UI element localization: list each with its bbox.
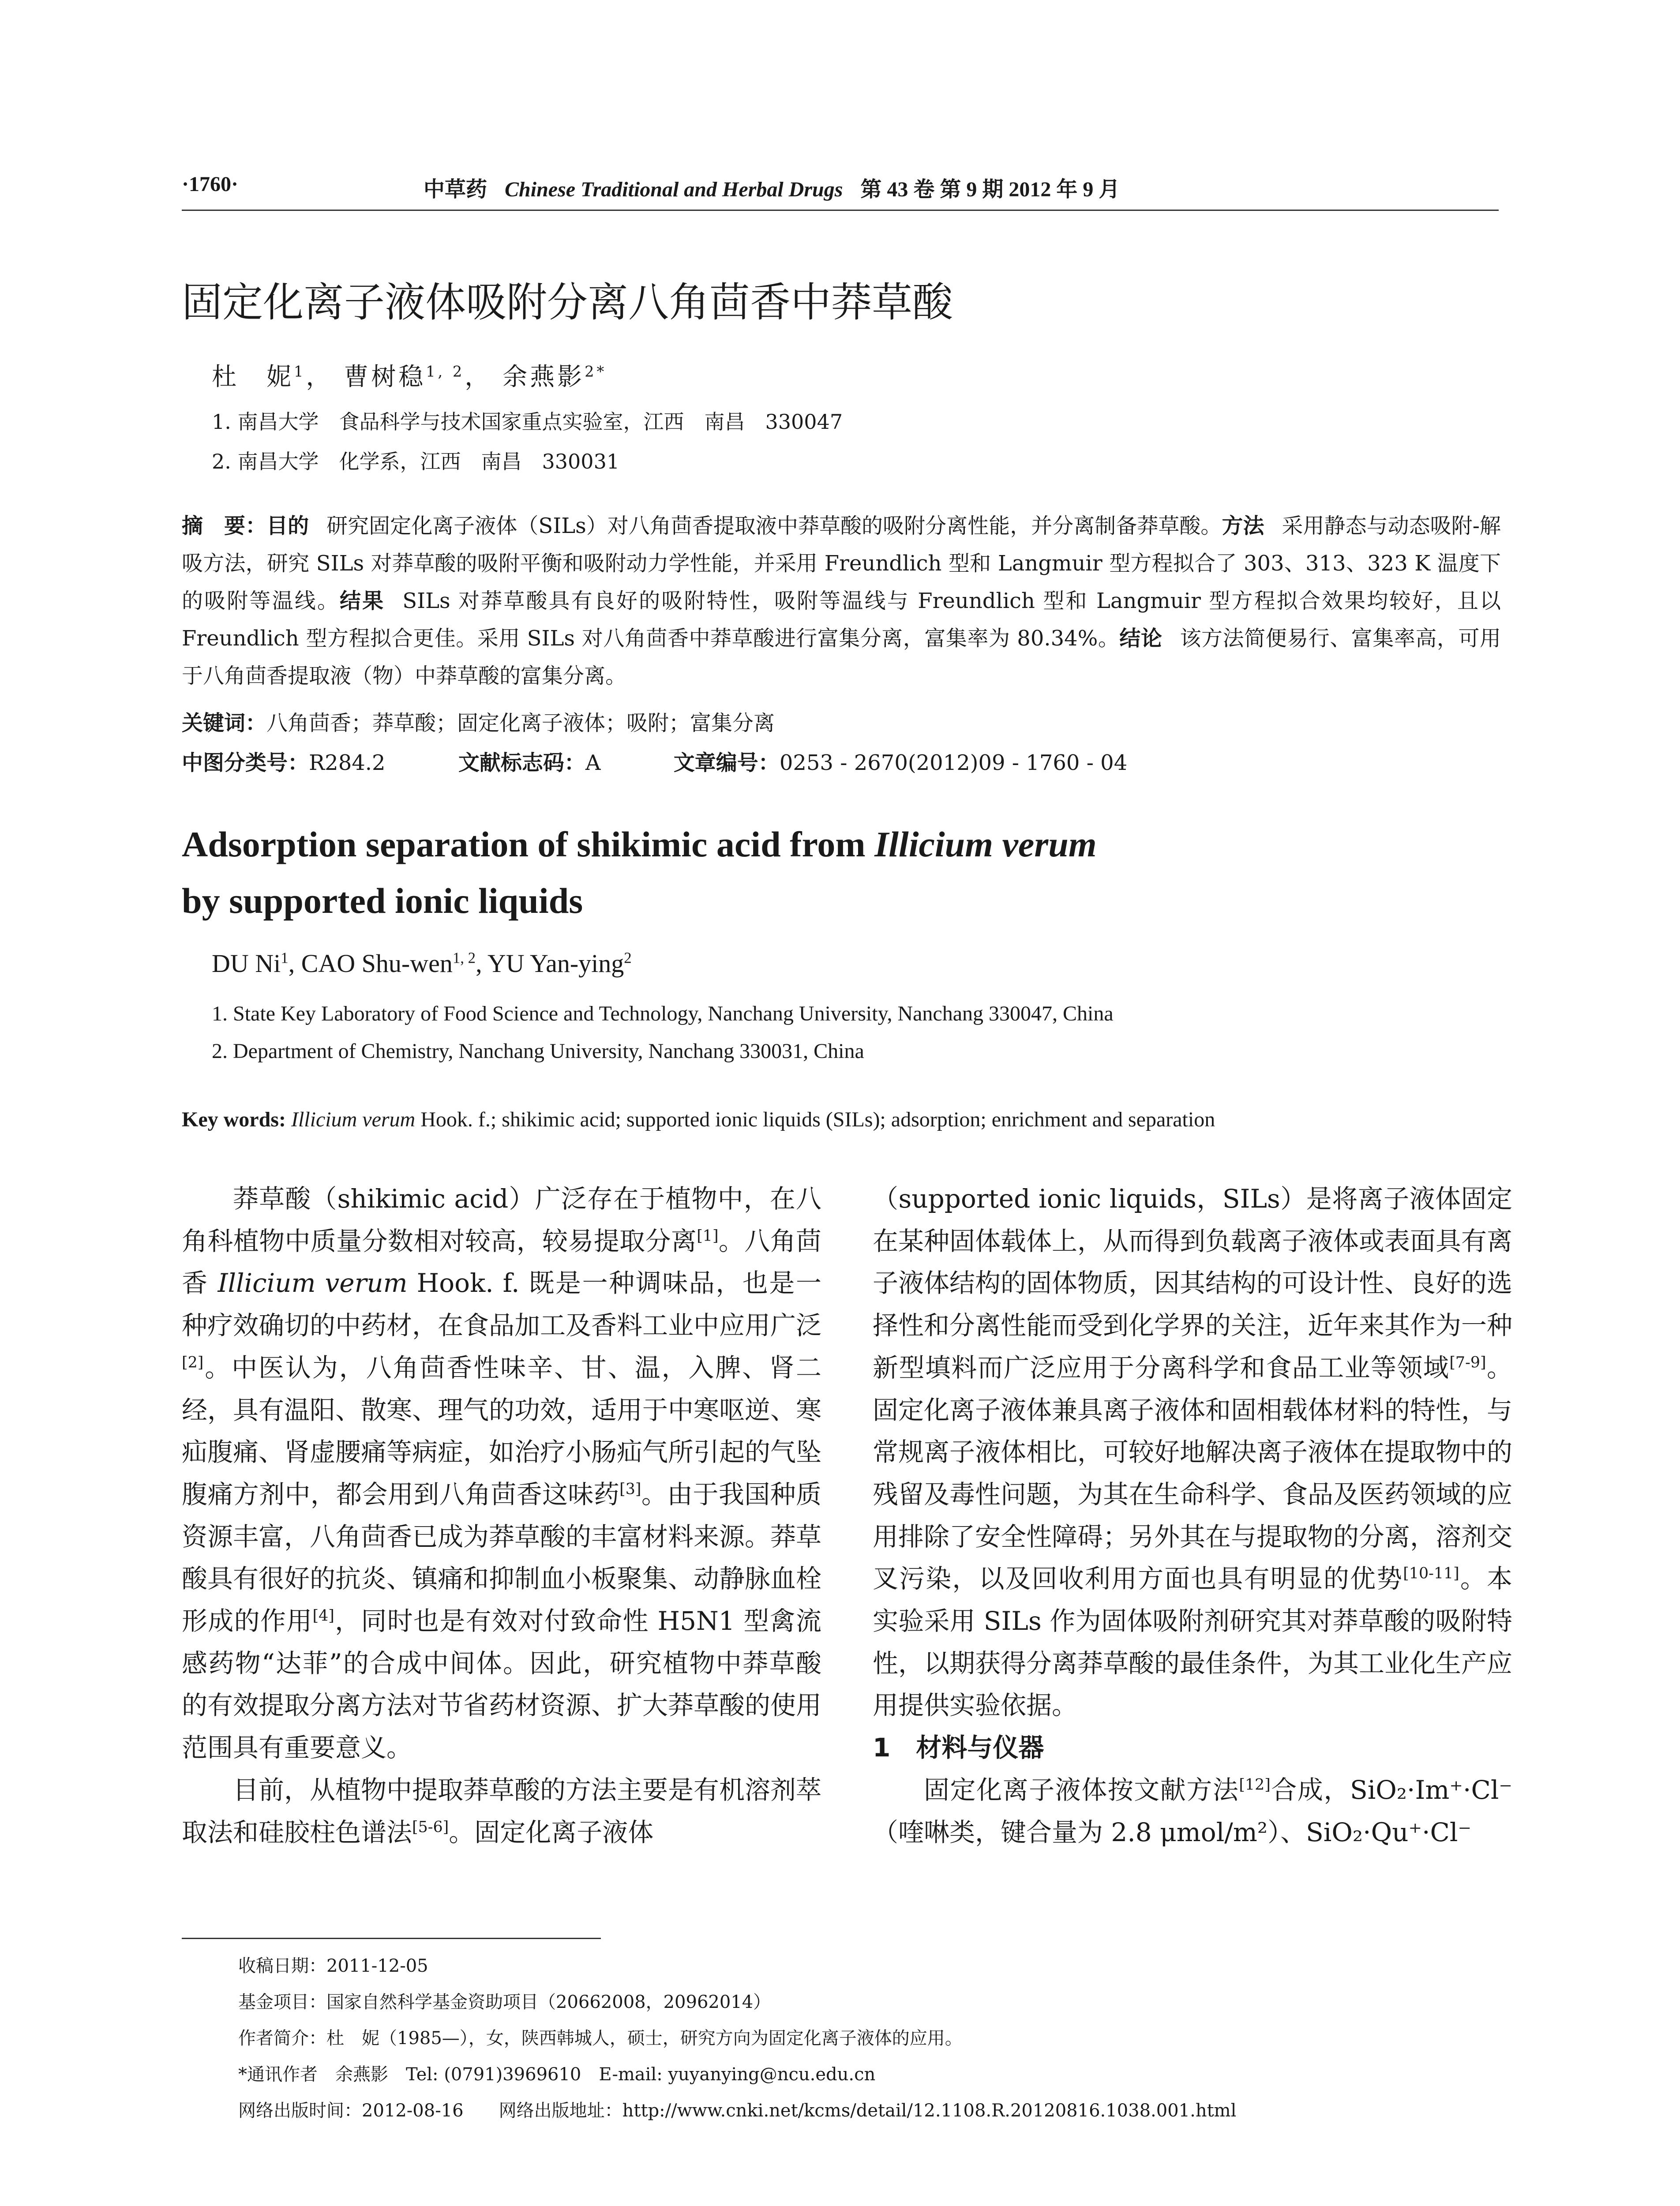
citation: [2] bbox=[182, 1354, 204, 1372]
art-label: 文章编号： bbox=[673, 750, 780, 775]
author-en-1: DU Ni bbox=[212, 949, 281, 978]
journal-name-en: Chinese Traditional and Herbal Drugs bbox=[505, 178, 843, 201]
footnotes bbox=[238, 1948, 1236, 2129]
citation: [5-6] bbox=[412, 1818, 449, 1836]
doc-label: 文献标志码： bbox=[458, 750, 585, 775]
affiliation-en-1: 1. State Key Laboratory of Food Science and Technology, Nanchang University, Nanchang 330047, China bbox=[212, 1002, 1114, 1025]
citation: [10-11] bbox=[1403, 1565, 1459, 1583]
author-cn-3-sup: 2* bbox=[585, 363, 607, 380]
footnote-rule bbox=[182, 1938, 601, 1939]
author-en-2-sup: 1, 2 bbox=[452, 949, 476, 967]
objective-label: 目的 bbox=[266, 514, 309, 538]
authors-cn: 杜 妮$^1$， 曹树稳$^{1, 2}$， 余燕影$^{2*}$ bbox=[212, 363, 607, 391]
method-label: 方法 bbox=[1222, 514, 1264, 538]
footnote-received: 收稿日期：2011-12-05 bbox=[238, 1956, 428, 1976]
body-column-right bbox=[873, 1178, 1512, 1853]
paragraph-methods-background: 目前，从植物中提取莽草酸的方法主要是有机溶剂萃取法和硅胶柱色谱法[5-6]。固定化离子液体 bbox=[182, 1775, 822, 1847]
keywords-en-label: Key words: bbox=[182, 1108, 286, 1131]
affiliation-cn-1: 1. 南昌大学 食品科学与技术国家重点实验室，江西 南昌 330047 bbox=[212, 410, 843, 434]
citation: [7-9] bbox=[1449, 1354, 1486, 1372]
footnote-corresponding: *通讯作者 余燕影 Tel: (0791)3969610 E-mail: yuyanying@ncu.edu.cn bbox=[238, 2064, 876, 2085]
keywords-en-italic: Illicium verum bbox=[291, 1108, 416, 1131]
title-cn: 固定化离子液体吸附分离八角茴香中莽草酸 bbox=[182, 279, 953, 326]
keywords-en bbox=[182, 1107, 1215, 1132]
objective-text: 研究固定化离子液体（SILs）对八角茴香提取液中莽草酸的吸附分离性能，并分离制备莽草酸。 bbox=[326, 514, 1222, 538]
authors-en: DU Ni$^1$, CAO Shu-wen$^{1, 2}$, YU Yan-ying$^2$ bbox=[212, 949, 632, 978]
clc-number bbox=[182, 750, 386, 775]
abstract-label: 摘 要： bbox=[182, 514, 267, 538]
document-code bbox=[458, 750, 601, 775]
method-text: 采用静态与动态吸附-解吸方法，研究 SILs 对莽草酸的吸附平衡和吸附动力学性能，并采用 Freundlich 型和 Langmuir 型方程拟合了 303、313、323 K 温度下的吸附等温线。 bbox=[182, 514, 1501, 613]
journal-header bbox=[424, 172, 1120, 203]
author-cn-2: 曹树稳 bbox=[344, 363, 426, 391]
keywords-cn-label: 关键词： bbox=[182, 711, 267, 735]
author-cn-3: 余燕影 bbox=[502, 363, 585, 391]
classification-line bbox=[182, 746, 1127, 776]
footnote-author-bio: 作者简介：杜 妮（1985—），女，陕西韩城人，硕士，研究方向为固定化离子液体的应用。 bbox=[238, 2028, 963, 2048]
title-en-part2: by supported ionic liquids bbox=[182, 881, 583, 921]
paragraph-sils: （supported ionic liquids，SILs）是将离子液体固定在某种固体载体上，从而得到负载离子液体或表面具有离子液体结构的固体物质，因其结构的可设计性、良好的选择性和分离性能而受到化学界的关注，近年来其作为一种新型填料而广泛应用于分离科学和食品工业等领域[7-9]。固定化离子液体兼具离子液体和固相载体材料的特性，与常规离子液体相比，可较好地解决离子液体在提取物中的残留及毒性问题，为其在生命科学、食品及医药领域的应用排除了安全性障碍；另外其在与提取物的分离，溶剂交叉污染，以及回收利用方面也具有明显的优势[10-11]。本实验采用 SILs 作为固体吸附剂研究其对莽草酸的吸附特性，以期获得分离莽草酸的最佳条件，为其工业化生产应用提供实验依据。 bbox=[873, 1184, 1513, 1721]
footnote-funding: 基金项目：国家自然科学基金资助项目（20662008，20962014） bbox=[238, 1992, 771, 2012]
page-number: ·1760· bbox=[182, 173, 239, 196]
title-en bbox=[182, 816, 1097, 929]
author-cn-1: 杜 妮 bbox=[212, 363, 294, 391]
footnote-online: 网络出版时间：2012-08-16 网络出版地址：http://www.cnki.net/kcms/detail/12.1108.R.20120816.1038.001.html bbox=[238, 2101, 1237, 2121]
keywords-cn bbox=[182, 706, 775, 736]
result-label: 结果 bbox=[340, 589, 385, 613]
paragraph-materials: 固定化离子液体按文献方法[12]合成，SiO₂·Im⁺·Cl⁻（喹啉类，键合量为 2.8 μmol/m²）、SiO₂·Qu⁺·Cl⁻ bbox=[873, 1775, 1512, 1847]
citation: [4] bbox=[312, 1607, 334, 1625]
keywords-cn-text: 八角茴香；莽草酸；固定化离子液体；吸附；富集分离 bbox=[266, 711, 775, 735]
author-en-1-sup: 1 bbox=[281, 949, 289, 967]
citation: [1] bbox=[697, 1227, 719, 1245]
title-en-part1: Adsorption separation of shikimic acid from bbox=[182, 824, 875, 864]
clc-value: R284.2 bbox=[309, 750, 386, 775]
header-rule bbox=[182, 210, 1499, 211]
affiliation-cn-2: 2. 南昌大学 化学系，江西 南昌 330031 bbox=[212, 450, 620, 473]
paragraph-intro: 莽草酸（shikimic acid）广泛存在于植物中，在八角科植物中质量分数相对较高，较易提取分离[1]。八角茴香 Illicium verum Hook. f. 既是一种调味品，也是一种疗效确切的中药材，在食品加工及香料工业中应用广泛[2]。中医认为，八角茴香性味辛、甘、温，入脾、肾二经，具有温阳、散寒、理气的功效，适用于中寒呕逆、寒疝腹痛、肾虚腰痛等病症，如治疗小肠疝气所引起的气坠腹痛方剂中，都会用到八角茴香这味药[3]。由于我国种质资源丰富，八角茴香已成为莽草酸的丰富材料来源。莽草酸具有很好的抗炎、镇痛和抑制血小板聚集、动静脉血栓形成的作用[4]，同时也是有效对付致命性 H5N1 型禽流感药物“达菲”的合成中间体。因此，研究植物中莽草酸的有效提取分离方法对节省药材资源、扩大莽草酸的使用范围具有重要意义。 bbox=[182, 1184, 822, 1763]
body-column-left bbox=[182, 1178, 821, 1853]
article-number bbox=[674, 750, 1127, 775]
author-en-3-sup: 2 bbox=[624, 949, 632, 967]
author-en-2: CAO Shu-wen bbox=[301, 949, 453, 978]
author-en-3: YU Yan-ying bbox=[487, 949, 624, 978]
abstract-cn bbox=[182, 507, 1501, 695]
citation: [3] bbox=[619, 1480, 641, 1498]
clc-label: 中图分类号： bbox=[182, 750, 309, 775]
keywords-en-text: Hook. f.; shikimic acid; supported ionic liquids (SILs); adsorption; enrichment and separation bbox=[415, 1108, 1215, 1131]
section-heading-materials: 1 材料与仪器 bbox=[873, 1733, 1044, 1763]
author-cn-2-sup: 1, 2 bbox=[426, 363, 465, 380]
art-value: 0253 - 2670(2012)09 - 1760 - 04 bbox=[779, 750, 1128, 775]
journal-name-cn: 中草药 bbox=[424, 178, 488, 201]
citation: [12] bbox=[1239, 1776, 1271, 1794]
doc-value: A bbox=[585, 750, 601, 775]
result-text: SILs 对莽草酸具有良好的吸附特性，吸附等温线与 Freundlich 型和 Langmuir 型方程拟合效果均较好，且以 Freundlich 型方程拟合更佳。采用 SILs 对八角茴香中莽草酸进行富集分离，富集率为 80.34%。 bbox=[182, 589, 1501, 651]
conclusion-text: 该方法简便易行、富集率高，可用于八角茴香提取液（物）中莽草酸的富集分离。 bbox=[182, 626, 1501, 688]
author-cn-1-sup: 1 bbox=[294, 363, 306, 380]
conclusion-label: 结论 bbox=[1119, 626, 1162, 651]
title-en-italic: Illicium verum bbox=[874, 824, 1097, 864]
issue-info: 第 43 卷 第 9 期 2012 年 9 月 bbox=[860, 178, 1120, 201]
affiliation-en-2: 2. Department of Chemistry, Nanchang University, Nanchang 330031, China bbox=[212, 1039, 864, 1063]
